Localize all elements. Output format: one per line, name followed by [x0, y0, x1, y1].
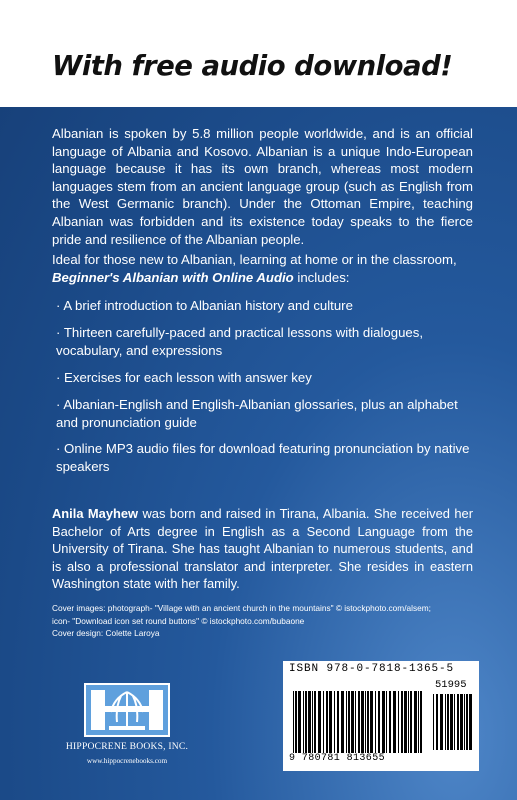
barcode-bar: [418, 691, 419, 753]
barcode-bar: [466, 694, 468, 750]
author-bio-text: was born and raised in Tirana, Albania. She received her Bachelor of Arts degree in English as a Second Language from the University of Tirana. She has taught Albanian to numerous students, and is also a professional translator and interpreter. She resides in eastern Washington state with her family.: [52, 506, 473, 592]
barcode-bar: [329, 691, 332, 753]
barcode-bar: [305, 691, 307, 753]
barcode-bar: [312, 691, 313, 753]
ideal-paragraph: [52, 251, 473, 286]
barcode-bar: [460, 694, 463, 750]
barcode-bar: [348, 691, 350, 753]
barcode-area: [283, 661, 479, 771]
barcode-bar: [337, 691, 339, 753]
credit-line: Cover images: photograph- "Village with an ancient church in the mountains" © istockphoto.com/alsem;: [52, 603, 431, 613]
barcode-bar: [351, 691, 354, 753]
barcode-bar: [295, 691, 297, 753]
intro-paragraph: Albanian is spoken by 5.8 million people worldwide, and is an official language of Albania and Kosovo. Albanian is a unique Indo-European language because it has its own branch, whereas most modern languages stem from an ancient language group (such as English from the West Germanic branch). Under the Ottoman Empire, teaching Albanian was forbidden and its existence today speaks to the fierce pride and resilience of the Albanian people.: [52, 126, 473, 247]
barcode-bar: [358, 691, 360, 753]
barcode-bar: [370, 691, 373, 753]
barcode-bar: [382, 691, 385, 753]
barcode-bar: [318, 691, 321, 753]
hippocrene-fountain-icon: [83, 682, 171, 738]
ean-barcode: [293, 691, 423, 753]
barcode-bar: [298, 691, 301, 753]
feature-item: · A brief introduction to Albanian history and culture: [56, 298, 353, 313]
barcode-bar: [469, 694, 472, 750]
barcode-bar: [346, 691, 347, 753]
barcode-bar: [341, 691, 344, 753]
publisher-logo: [62, 682, 192, 768]
publisher-website: www.hippocrenebooks.com: [86, 757, 168, 765]
credit-line: Cover design: Colette Laroya: [52, 628, 160, 638]
barcode-bar: [355, 691, 356, 753]
header-band: [0, 0, 517, 107]
barcode-bar: [436, 694, 438, 750]
author-name: Anila Mayhew: [52, 506, 139, 521]
barcode-bar: [404, 691, 407, 753]
barcode-bar: [378, 691, 380, 753]
feature-item: · Exercises for each lesson with answer key: [56, 370, 312, 385]
barcode-bar: [393, 691, 396, 753]
barcode-bar: [401, 691, 403, 753]
barcode-bar: [334, 691, 335, 753]
barcode-bar: [293, 691, 294, 753]
barcode-bar: [323, 691, 324, 753]
barcode-bar: [386, 691, 387, 753]
barcode-bar: [457, 694, 459, 750]
isbn-number: ISBN 978-0-7818-1365-5: [289, 663, 455, 675]
barcode-bar: [361, 691, 364, 753]
barcode-bar: [410, 691, 412, 753]
barcode-bar: [433, 694, 434, 750]
barcode-bar: [303, 691, 304, 753]
feature-item: · Online MP3 audio files for download featuring pronunciation by native speakers: [56, 441, 470, 474]
price-code: 51995: [435, 679, 467, 691]
barcode-bar: [398, 691, 399, 753]
barcode-bar: [367, 691, 369, 753]
headline: With free audio download!: [52, 50, 453, 82]
ideal-tail: includes:: [297, 269, 350, 285]
barcode-bar: [326, 691, 328, 753]
barcode-bar: [308, 691, 311, 753]
price-barcode: [433, 694, 473, 750]
barcode-bar: [454, 694, 455, 750]
ean-digits: 9 780781 813655: [289, 753, 386, 764]
barcode-bar: [447, 694, 449, 750]
book-title: Beginner's Albanian with Online Audio: [52, 269, 294, 285]
ideal-lead: Ideal for those new to Albanian, learning at home or in the classroom,: [52, 252, 457, 267]
barcode-bar: [445, 694, 446, 750]
barcode-bar: [414, 691, 417, 753]
barcode-bar: [314, 691, 316, 753]
barcode-bar: [389, 691, 391, 753]
barcode-bar: [450, 694, 453, 750]
credit-line: icon- "Download icon set round buttons" © istockphoto.com/bubaone: [52, 615, 305, 626]
publisher-name: HIPPOCRENE BOOKS, INC.: [65, 741, 189, 752]
feature-item: · Thirteen carefully-paced and practical lessons with dialogues, vocabulary, and expressions: [56, 325, 424, 358]
feature-item: · Albanian-English and English-Albanian glossaries, plus an alphabet and pronunciation guide: [56, 397, 458, 430]
barcode-bar: [464, 694, 465, 750]
barcode-bar: [440, 694, 443, 750]
author-bio: [52, 505, 473, 593]
barcode-bar: [420, 691, 422, 753]
barcode-bar: [365, 691, 366, 753]
barcode-bar: [375, 691, 376, 753]
barcode-bar: [408, 691, 409, 753]
cover-credits: [52, 602, 492, 640]
